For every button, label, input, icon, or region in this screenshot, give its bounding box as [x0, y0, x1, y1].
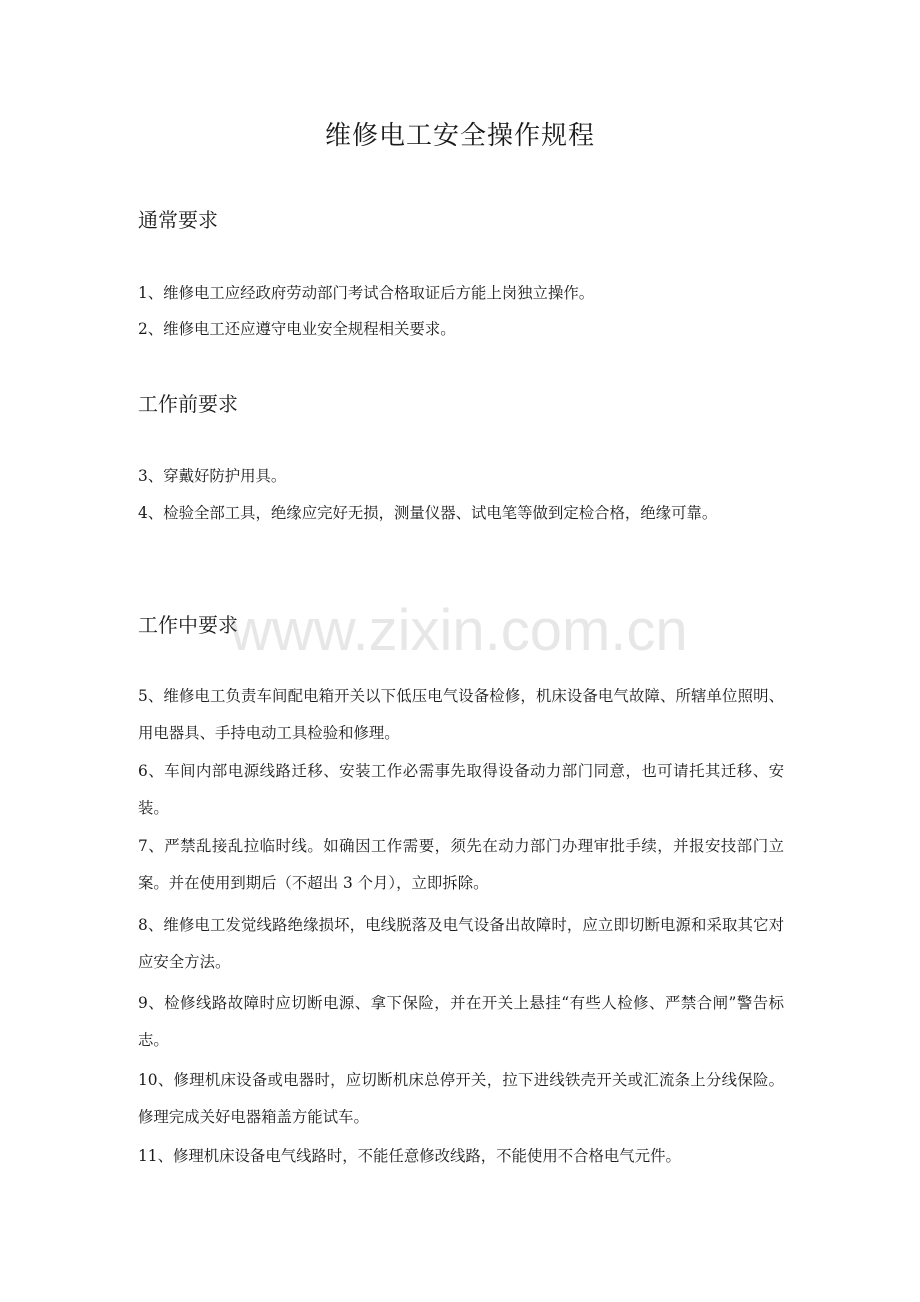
paragraph-item-4: 4、检验全部工具，绝缘应完好无损，测量仪器、试电笔等做到定检合格，绝缘可靠。: [138, 504, 718, 522]
paragraph-item-8: 8、维修电工发觉线路绝缘损坏，电线脱落及电气设备出故障时，应立即切断电源和采取其它对应安全方法。: [138, 916, 784, 971]
paragraph-item-3: 3、穿戴好防护用具。: [138, 467, 287, 485]
watermark-text: www.zixin.com.cn: [230, 598, 688, 663]
document-title: 维修电工安全操作规程: [324, 121, 595, 151]
paragraph-item-6: 6、车间内部电源线路迁移、安装工作必需事先取得设备动力部门同意，也可请托其迁移、安装。: [138, 762, 784, 817]
paragraph-item-1: 1、维修电工应经政府劳动部门考试合格取证后方能上岗独立操作。: [138, 284, 595, 302]
section-heading-during-work: 工作中要求: [138, 613, 238, 637]
paragraph-item-11: 11、修理机床设备电气线路时，不能任意修改线路，不能使用不合格电气元件。: [138, 1147, 681, 1165]
paragraph-item-5: 5、维修电工负责车间配电箱开关以下低压电气设备检修，机床设备电气故障、所辖单位照明、用电器具、手持电动工具检验和修理。: [138, 687, 784, 742]
paragraph-item-10: 10、修理机床设备或电器时，应切断机床总停开关，拉下进线铁壳开关或汇流条上分线保险。修理完成关好电器箱盖方能试车。: [138, 1071, 784, 1126]
paragraph-item-7: 7、严禁乱接乱拉临时线。如确因工作需要，须先在动力部门办理审批手续，并报安技部门立案。并在使用到期后（不超出 3 个月），立即拆除。: [138, 837, 784, 892]
section-heading-before-work: 工作前要求: [138, 392, 238, 416]
paragraph-item-9: 9、检修线路故障时应切断电源、拿下保险，并在开关上悬挂“有些人检修、严禁合闸”警告标志。: [138, 994, 784, 1049]
section-heading-general: 通常要求: [138, 208, 218, 232]
paragraph-item-2: 2、维修电工还应遵守电业安全规程相关要求。: [138, 320, 456, 338]
